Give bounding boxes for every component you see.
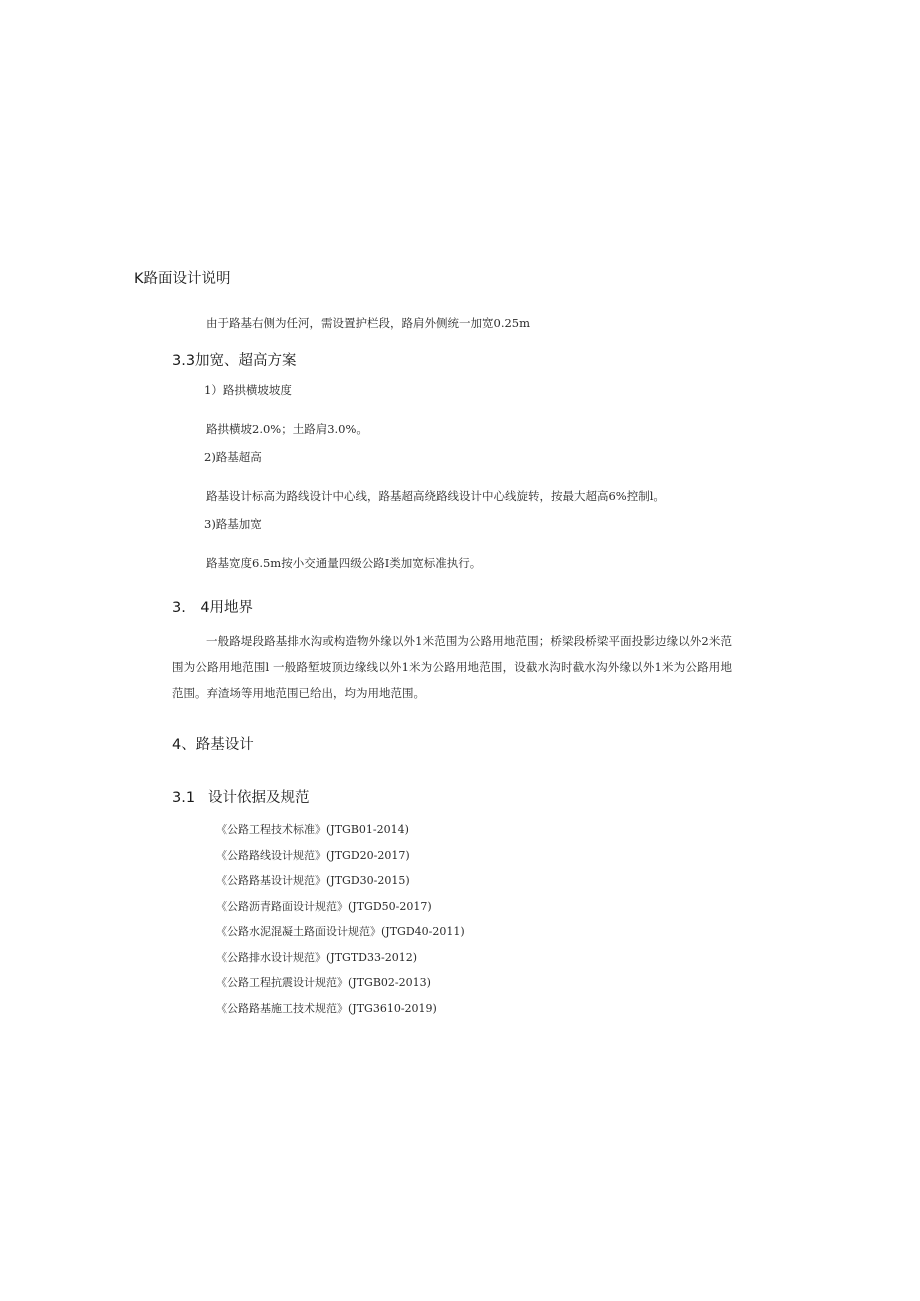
- land-boundary-paragraph: 一般路堤段路基排水沟或构造物外缘以外1米范围为公路用地范围；桥梁段桥梁平面投影边缘以外2米范围为公路用地范围l 一般路堑坡顶边缘线以外1米为公路用地范围，设截水沟时截水沟外缘以外1米为公路用地范围。弃渣场等用地范围已给出，均为用地范围。: [172, 634, 732, 700]
- heading-3-3: 3.3加宽、超高方案: [172, 353, 297, 369]
- heading-3-1-number: 3.1: [172, 790, 196, 806]
- item3-label: 3)路基加宽: [204, 517, 262, 531]
- reference-item: 《公路工程技术标准》(JTGB01-2014): [216, 823, 409, 836]
- reference-item: 《公路路基设计规范》(JTGD30-2015): [216, 874, 410, 887]
- section-title: K路面设计说明: [134, 271, 231, 287]
- item2-label: 2)路基超高: [204, 450, 262, 464]
- reference-item: 《公路水泥混凝土路面设计规范》(JTGD40-2011): [216, 925, 465, 938]
- heading-3-4: 3. 4用地界: [172, 600, 254, 616]
- reference-item: 《公路工程抗震设计规范》(JTGB02-2013): [216, 976, 431, 989]
- reference-item: 《公路排水设计规范》(JTGTD33-2012): [216, 950, 417, 964]
- reference-item: 《公路路线设计规范》(JTGD20-2017): [216, 848, 410, 862]
- heading-3-1-title: 设计依据及规范: [208, 790, 310, 806]
- reference-item: 《公路路基施工技术规范》(JTG3610-2019): [216, 1001, 437, 1015]
- reference-item: 《公路沥青路面设计规范》(JTGD50-2017): [216, 899, 432, 913]
- item3-text: 路基宽度6.5m按小交通量四级公路I类加宽标准执行。: [206, 556, 482, 570]
- intro-text: 由于路基右侧为任河，需设置护栏段，路肩外侧统一加宽0.25m: [206, 316, 531, 330]
- item1-text: 路拱横坡2.0%；土路肩3.0%。: [206, 422, 368, 436]
- heading-3-1: [172, 786, 310, 807]
- reference-list: [216, 820, 465, 1024]
- heading-4: 4、路基设计: [172, 737, 254, 753]
- item2-text: 路基设计标高为路线设计中心线，路基超高绕路线设计中心线旋转，按最大超高6%控制l。: [206, 489, 665, 503]
- item1-label: 1）路拱横坡坡度: [204, 383, 292, 397]
